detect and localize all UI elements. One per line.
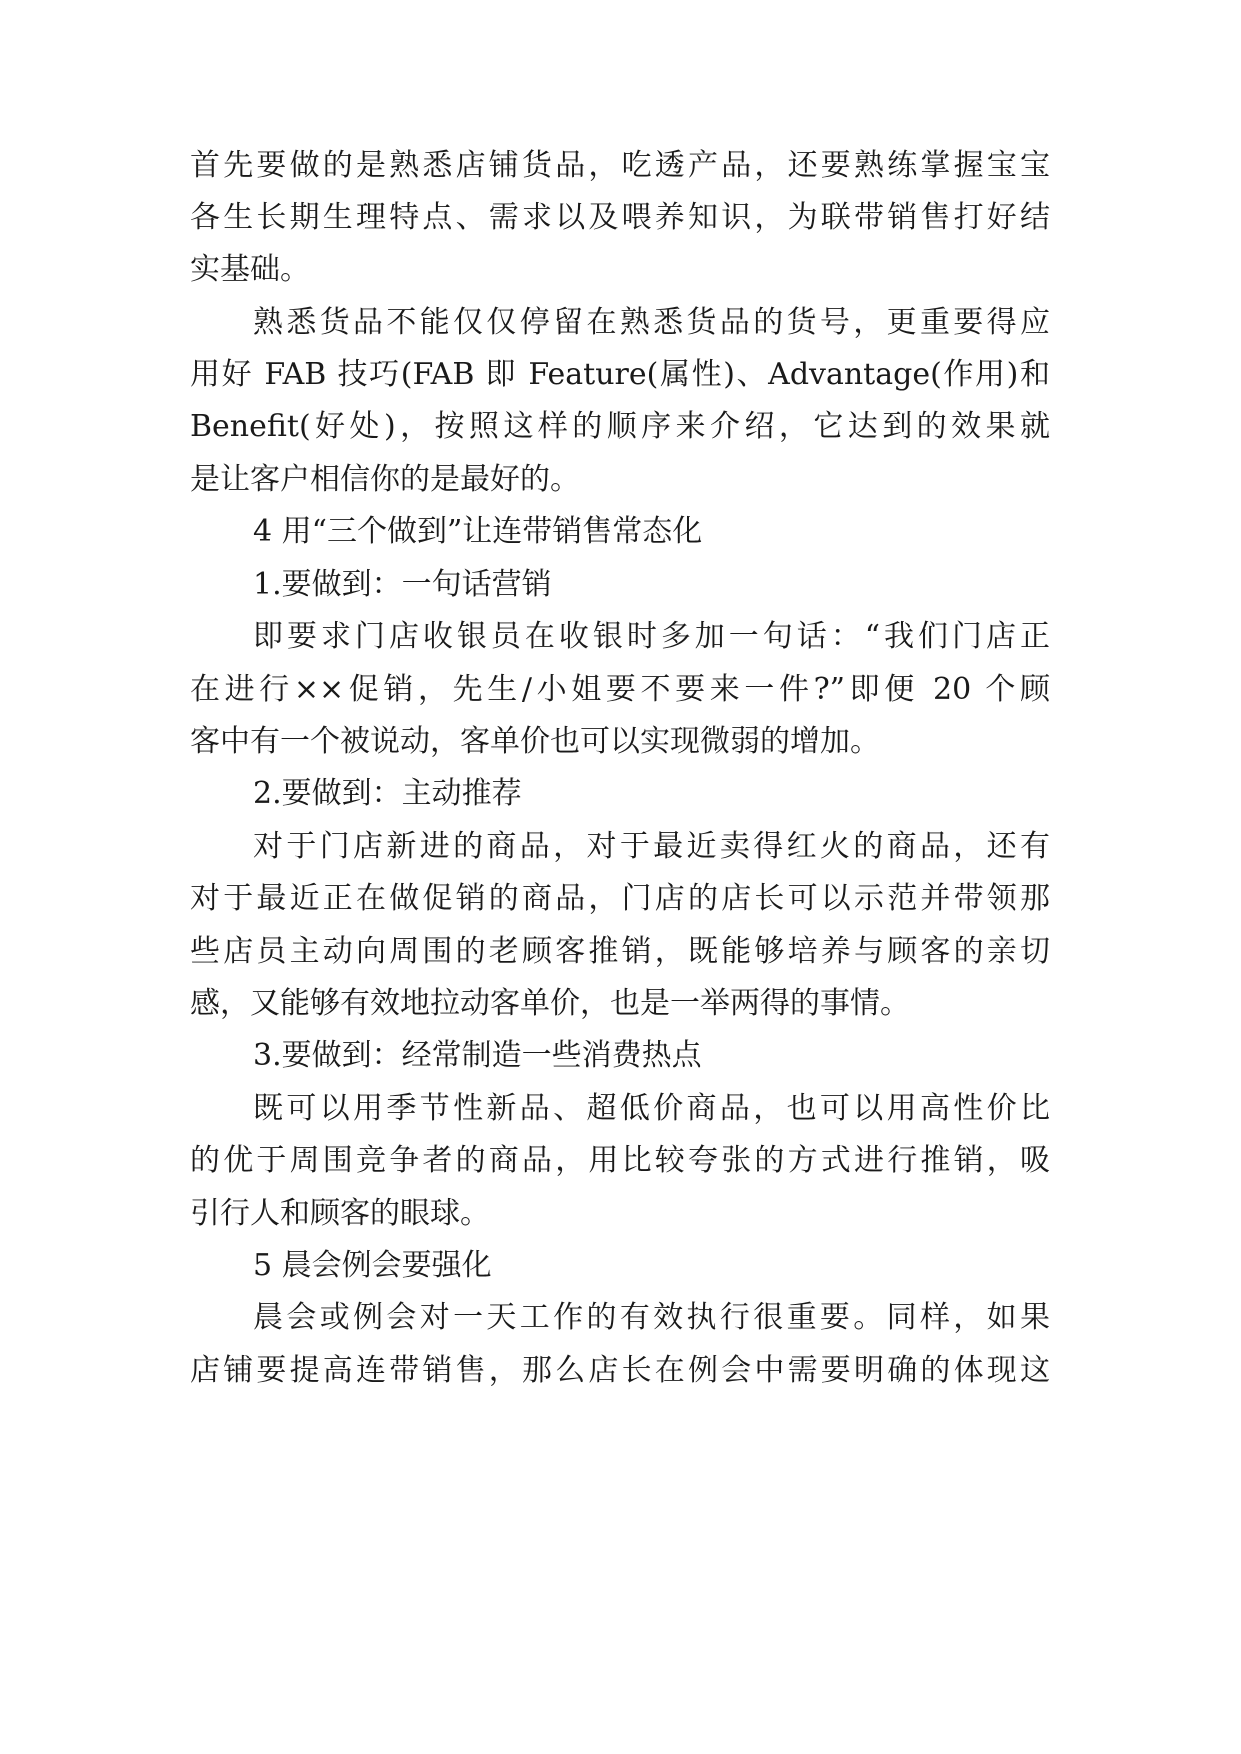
body-text-line: 客中有一个被说动，客单价也可以实现微弱的增加。 bbox=[190, 724, 880, 759]
body-text-line: 些店员主动向周围的老顾客推销，既能够培养与顾客的亲切 bbox=[190, 934, 1050, 969]
body-text-line: 实基础。 bbox=[190, 252, 310, 287]
body-text-line: 晨会或例会对一天工作的有效执行很重要。同样，如果 bbox=[253, 1300, 1050, 1335]
body-text-line: 首先要做的是熟悉店铺货品，吃透产品，还要熟练掌握宝宝 bbox=[190, 148, 1050, 183]
body-text-line: 即要求门店收银员在收银时多加一句话：“我们门店正 bbox=[253, 619, 1050, 654]
subsection-heading: 3.要做到：经常制造一些消费热点 bbox=[253, 1038, 702, 1073]
body-text-line: 对于门店新进的商品，对于最近卖得红火的商品，还有 bbox=[253, 829, 1050, 864]
body-text-line: Benefit(好处)，按照这样的顺序来介绍，它达到的效果就 bbox=[190, 409, 1050, 444]
section-heading: 4 用“三个做到”让连带销售常态化 bbox=[253, 514, 703, 549]
body-text-line: 各生长期生理特点、需求以及喂养知识，为联带销售打好结 bbox=[190, 200, 1050, 235]
body-text-line: 的优于周围竞争者的商品，用比较夸张的方式进行推销，吸 bbox=[190, 1143, 1050, 1178]
subsection-heading: 1.要做到：一句话营销 bbox=[253, 567, 552, 602]
body-text-line: 熟悉货品不能仅仅停留在熟悉货品的货号，更重要得应 bbox=[253, 305, 1050, 340]
body-text-line: 对于最近正在做促销的商品，门店的店长可以示范并带领那 bbox=[190, 881, 1050, 916]
body-text-line: 既可以用季节性新品、超低价商品，也可以用高性价比 bbox=[253, 1091, 1050, 1126]
section-heading: 5 晨会例会要强化 bbox=[253, 1248, 492, 1283]
body-text-line: 用好 FAB 技巧(FAB 即 Feature(属性)、Advantage(作用)和 bbox=[190, 357, 1050, 392]
body-text-line: 感，又能够有效地拉动客单价，也是一举两得的事情。 bbox=[190, 986, 910, 1021]
subsection-heading: 2.要做到：主动推荐 bbox=[253, 776, 522, 811]
body-text-line: 引行人和顾客的眼球。 bbox=[190, 1196, 490, 1231]
body-text-line: 在进行××促销，先生/小姐要不要来一件?”即便 20 个顾 bbox=[190, 672, 1050, 707]
body-text-line: 店铺要提高连带销售，那么店长在例会中需要明确的体现这 bbox=[190, 1353, 1050, 1388]
body-text-line: 是让客户相信你的是最好的。 bbox=[190, 462, 580, 497]
